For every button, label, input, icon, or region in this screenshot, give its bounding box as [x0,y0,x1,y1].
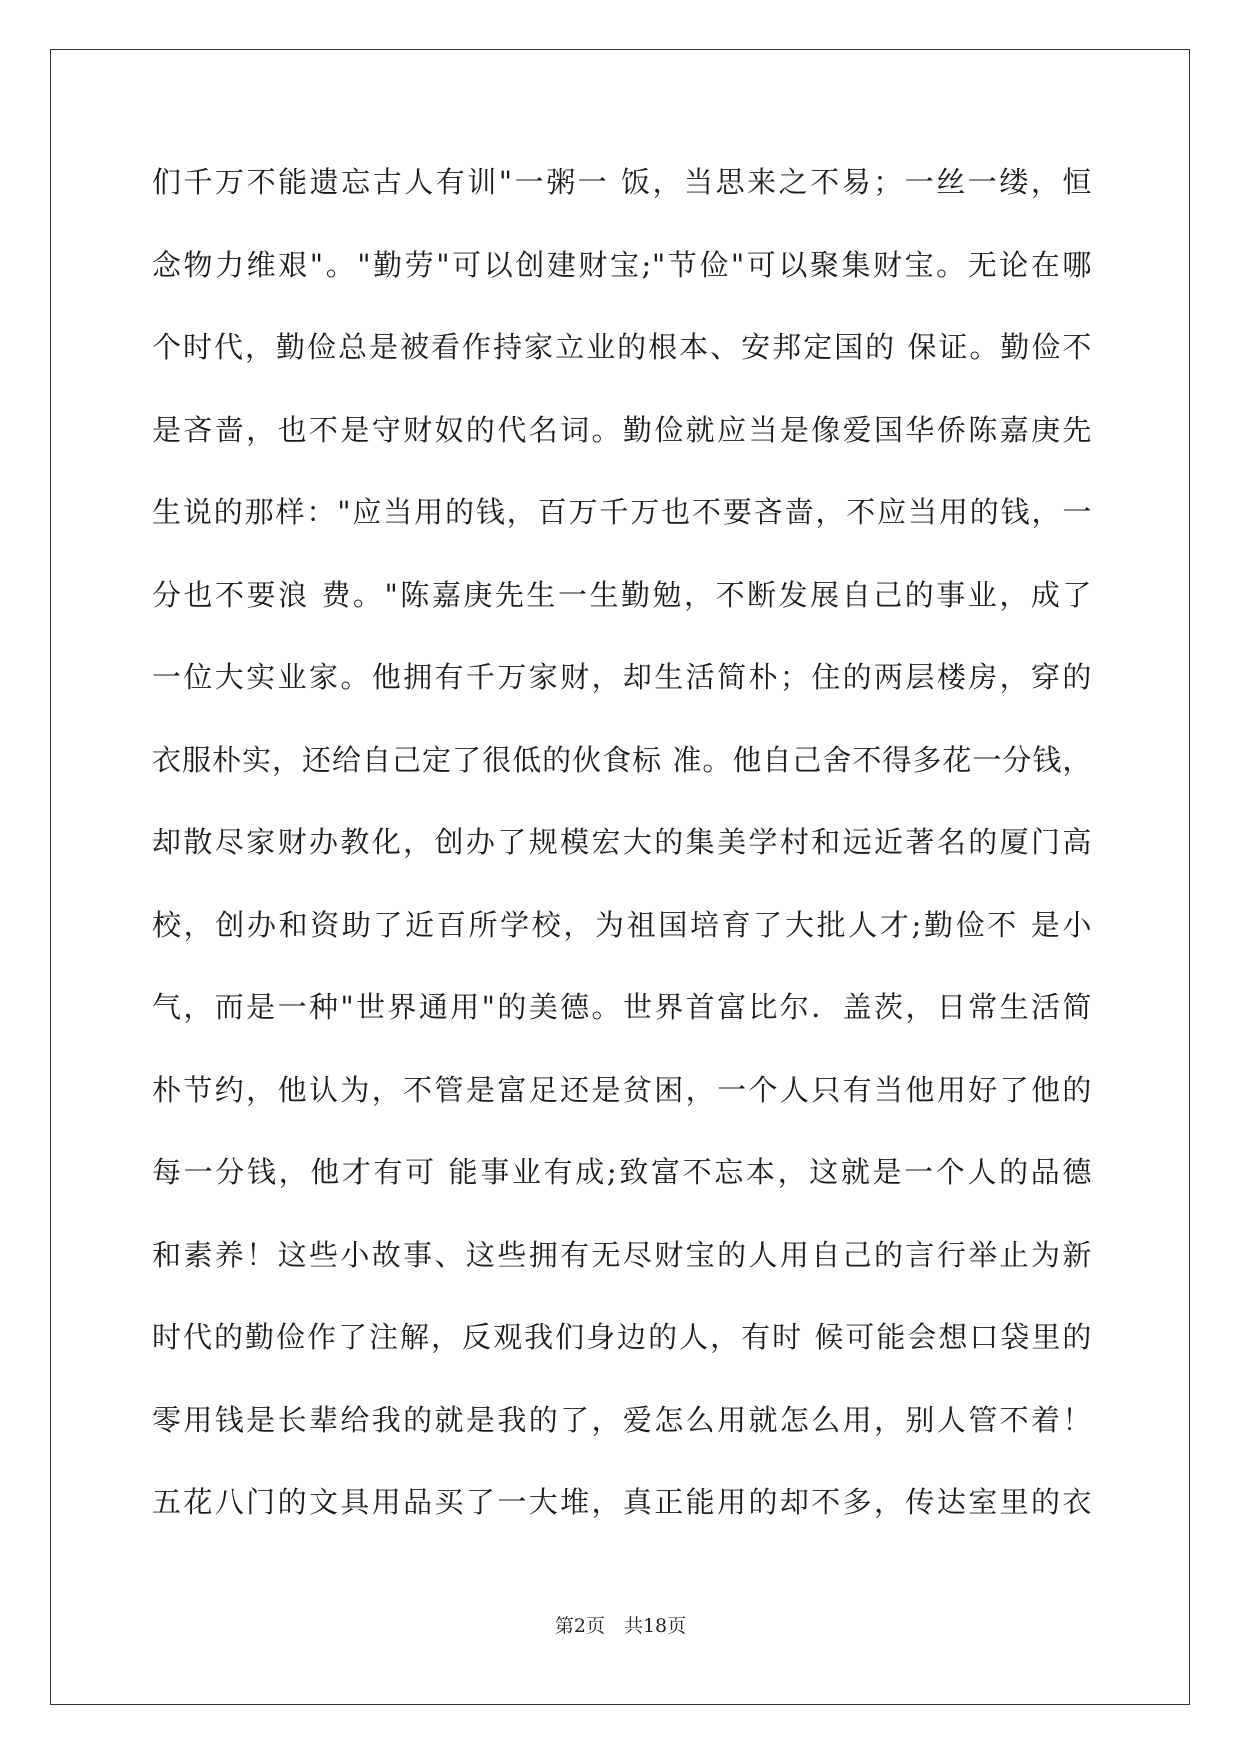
document-body [152,162,1092,1565]
text-line: 零用钱是长辈给我的就是我的了，爱怎么用就怎么用，别人管不着！ [152,1402,1092,1437]
text-line: 每一分钱，他才有可 能事业有成;致富不忘本，这就是一个人的品德 [152,1155,1092,1189]
text-line: 校，创办和资助了近百所学校，为祖国培育了大批人才;勤俭不 是小 [152,907,1092,942]
text-line: 分也不要浪 费。"陈嘉庚先生一生勤勉，不断发展自己的事业，成了 [152,577,1092,612]
text-line: 却散尽家财办教化，创办了规模宏大的集美学村和远近著名的厦门高 [152,825,1092,859]
text-line: 是吝啬，也不是守财奴的代名词。勤俭就应当是像爱国华侨陈嘉庚先 [152,412,1092,447]
text-line: 时代的勤俭作了注解，反观我们身边的人，有时 候可能会想口袋里的 [152,1320,1092,1354]
page-number: 第2页 共18页 [554,1615,687,1637]
text-line: 们千万不能遗忘古人有训"一粥一 饭，当思来之不易；一丝一缕，恒 [152,165,1092,199]
text-line: 朴节约，他认为，不管是富足还是贫困，一个人只有当他用好了他的 [152,1072,1092,1107]
text-line: 衣服朴实，还给自己定了很低的伙食标 准。他自己舍不得多花一分钱， [152,742,1092,777]
text-line: 一位大实业家。他拥有千万家财，却生活简朴；住的两层楼房，穿的 [152,660,1092,694]
text-line: 念物力维艰"。"勤劳"可以创建财宝;"节俭"可以聚集财宝。无论在哪 [152,247,1092,282]
text-line: 和素养！这些小故事、这些拥有无尽财宝的人用自己的言行举止为新 [152,1237,1092,1272]
text-line: 个时代，勤俭总是被看作持家立业的根本、安邦定国的 保证。勤俭不 [152,330,1092,364]
text-line: 气，而是一种"世界通用"的美德。世界首富比尔．盖茨，日常生活简 [152,990,1092,1024]
text-line: 生说的那样："应当用的钱，百万千万也不要吝啬，不应当用的钱，一 [152,495,1092,529]
text-line: 五花八门的文具用品买了一大堆，真正能用的却不多，传达室里的衣 [152,1485,1092,1519]
